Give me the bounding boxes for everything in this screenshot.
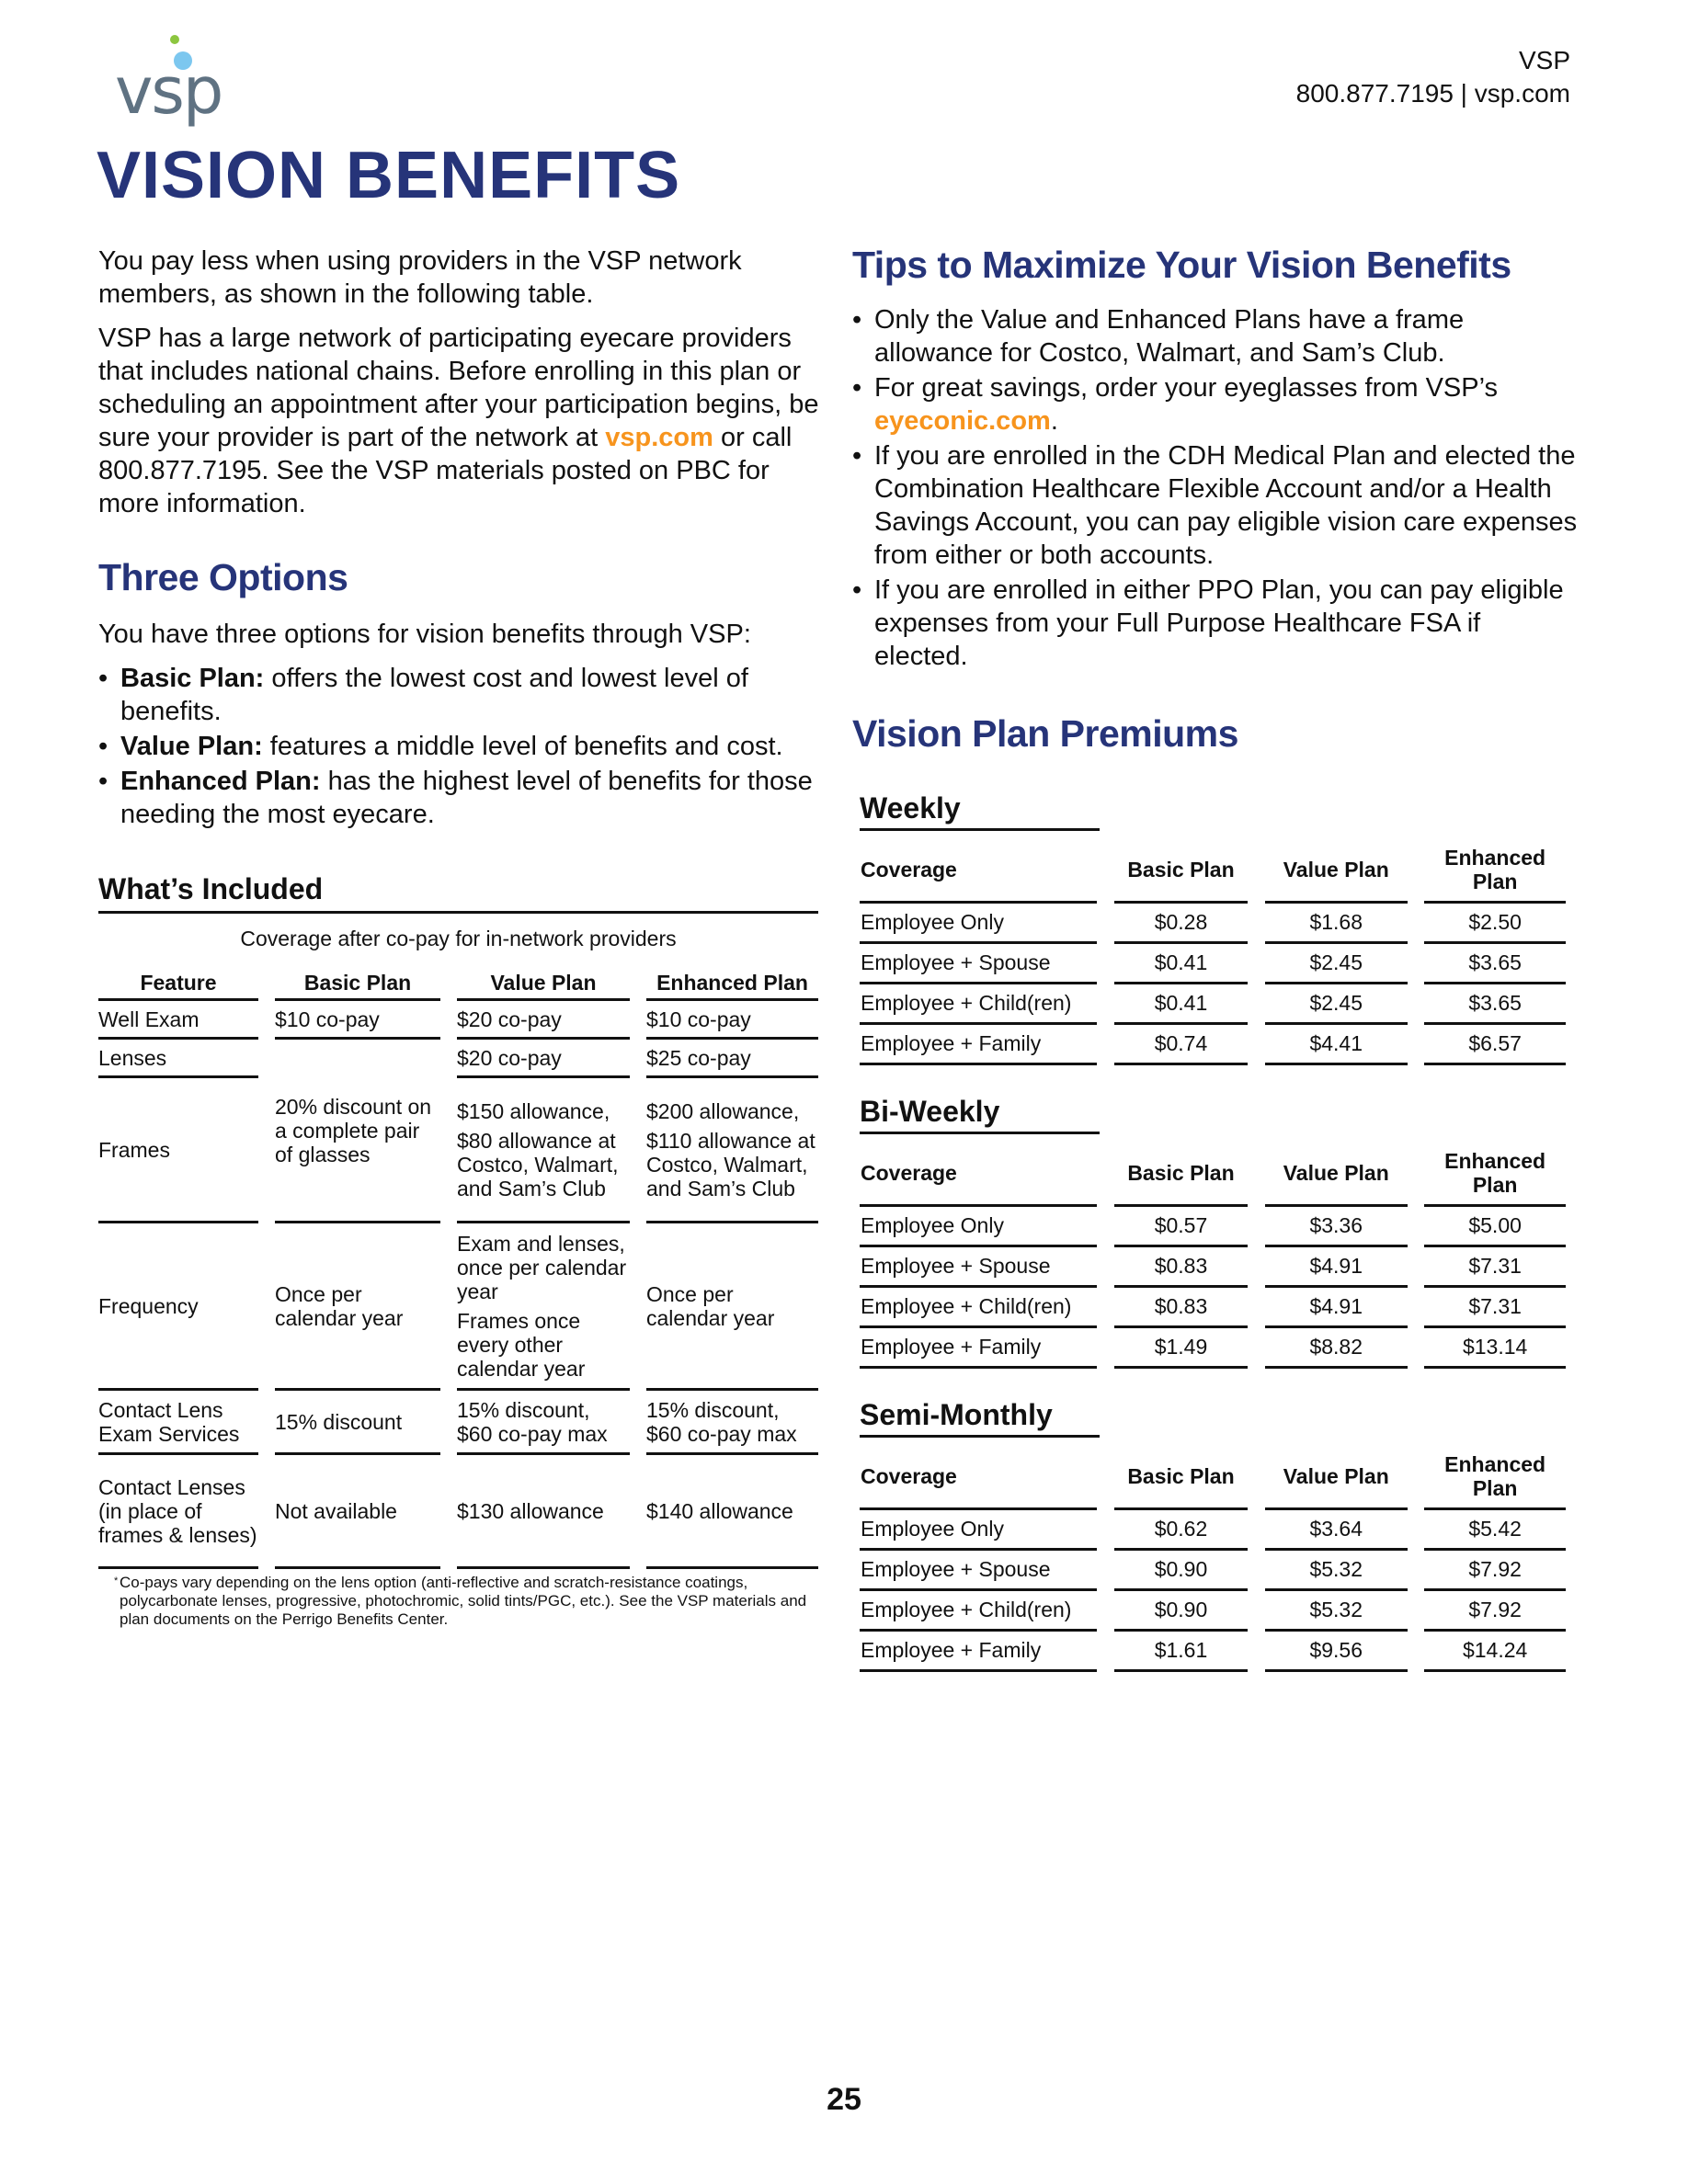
plan-options-list (98, 662, 834, 833)
three-options-heading: Three Options (98, 556, 348, 598)
table-row: Employee + Child(ren) $0.41 $2.45 $3.65 (860, 984, 1566, 1025)
table-row: Employee + Family $1.49 $8.82 $13.14 (860, 1328, 1566, 1369)
table-row: Well Exam $10 co-pay $20 co-pay $10 co-pay (98, 1001, 818, 1040)
page-title: VISION BENEFITS (97, 139, 681, 212)
list-item: • If you are enrolled in either PPO Plan, you can pay eligible expenses from your Full Purpose Healthcare FSA if elected. (852, 574, 1579, 673)
list-item: • For great savings, order your eyeglasses from VSP’s eyeconic.com. (852, 371, 1579, 438)
table-row: Employee + Family $1.61 $9.56 $14.24 (860, 1632, 1566, 1672)
eyeconic-link[interactable]: eyeconic.com (874, 406, 1051, 436)
page-number: 25 (827, 2082, 861, 2117)
period-heading: Semi-Monthly (860, 1399, 1100, 1438)
vsp-link[interactable]: vsp.com (605, 423, 713, 452)
table-header-row: Coverage Basic Plan Value Plan Enhanced Plan (860, 838, 1566, 904)
premium-table-semimonthly (860, 1399, 1566, 1672)
header-org: VSP (1518, 46, 1570, 74)
logo-green-dot-icon (170, 35, 179, 44)
list-item: • Value Plan: features a middle level of benefits and cost. (98, 730, 834, 763)
three-options-lead: You have three options for vision benefits through VSP: (98, 620, 751, 649)
table-row: Employee Only $0.62 $3.64 $5.42 (860, 1510, 1566, 1551)
whats-included-caption: Coverage after co-pay for in-network providers (240, 927, 677, 950)
list-item: • Only the Value and Enhanced Plans have a frame allowance for Costco, Walmart, and Sam’s Club. (852, 303, 1579, 370)
frames-basic-cell: 20% discount on a complete pair of glasses (275, 1040, 440, 1223)
table-row: Frames $150 allowance, $80 allowance at Costco, Walmart, and Sam’s Club $200 allowance, $110 allowance at Costco, Walmart, and Sam’s Club (98, 1078, 818, 1223)
table-row: Frequency Once per calendar year Exam and lenses, once per calendar year Frames once every other calendar year Once per calendar year (98, 1223, 818, 1391)
table-header-row: Coverage Basic Plan Value Plan Enhanced Plan (860, 1445, 1566, 1510)
period-heading: Bi-Weekly (860, 1096, 1100, 1134)
table-row: Contact Lenses (in place of frames & lenses) Not available $130 allowance $140 allowance (98, 1455, 818, 1569)
table-row: Employee + Child(ren) $0.90 $5.32 $7.92 (860, 1591, 1566, 1632)
col-header-enhanced: Enhanced Plan (646, 956, 818, 1001)
footnote: * Co-pays vary depending on the lens option (anti-reflective and scratch-resistance coatings, polycarbonate lenses, progressive, photochromic, solid tints/PGC, etc.). See the VSP materials and plan documents on the Perrigo Benefits Center. (114, 1574, 807, 1628)
list-item: • Enhanced Plan: has the highest level of benefits for those needing the most eyecare. (98, 765, 834, 831)
table-row: Employee + Spouse $0.83 $4.91 $7.31 (860, 1247, 1566, 1288)
logo-wordmark: vsp (115, 53, 222, 129)
table-row: Contact Lens Exam Services 15% discount 15% discount, $60 co-pay max 15% discount, $60 co-pay max (98, 1391, 818, 1455)
table-row: Employee + Child(ren) $0.83 $4.91 $7.31 (860, 1288, 1566, 1328)
table-row: Lenses 20% discount on a complete pair of glasses $20 co-pay $25 co-pay (98, 1040, 818, 1078)
header-contact (1296, 44, 1570, 110)
premiums-heading: Vision Plan Premiums (852, 712, 1238, 755)
premium-table-biweekly (860, 1096, 1566, 1369)
col-header-feature: Feature (98, 956, 258, 1001)
period-heading: Weekly (860, 792, 1100, 831)
whats-included-heading: What’s Included (98, 873, 818, 914)
table-header-row (98, 956, 818, 1001)
list-item: • Basic Plan: offers the lowest cost and lowest level of benefits. (98, 662, 834, 728)
whats-included-table (98, 956, 818, 1569)
table-row: Employee + Spouse $0.41 $2.45 $3.65 (860, 944, 1566, 984)
premium-table-weekly (860, 792, 1566, 1065)
table-header-row: Coverage Basic Plan Value Plan Enhanced Plan (860, 1142, 1566, 1207)
tips-heading: Tips to Maximize Your Vision Benefits (852, 244, 1511, 286)
table-row: Employee + Family $0.74 $4.41 $6.57 (860, 1025, 1566, 1065)
col-header-value: Value Plan (457, 956, 630, 1001)
tips-list (852, 303, 1579, 675)
list-item: • If you are enrolled in the CDH Medical Plan and elected the Combination Healthcare Flexible Account and/or a Health Savings Account, you can pay eligible vision care expenses from either or both accounts. (852, 439, 1579, 572)
intro-paragraph-1: You pay less when using providers in the VSP network members, as shown in the following table. (98, 246, 742, 309)
header-phone-web: 800.877.7195 | vsp.com (1295, 79, 1570, 108)
intro-paragraph-2: VSP has a large network of participating eyecare providers that includes national chains. Before enrolling in this plan or scheduling an appointment after your participation begins, be sure your provider is part of the network at vsp.com or call 800.877.7195. See the VSP materials posted on PBC for more information. (98, 324, 819, 518)
table-row: Employee Only $0.28 $1.68 $2.50 (860, 904, 1566, 944)
col-header-basic: Basic Plan (275, 956, 440, 1001)
table-row: Employee Only $0.57 $3.36 $5.00 (860, 1207, 1566, 1247)
table-row: Employee + Spouse $0.90 $5.32 $7.92 (860, 1551, 1566, 1591)
vsp-logo (115, 28, 244, 131)
